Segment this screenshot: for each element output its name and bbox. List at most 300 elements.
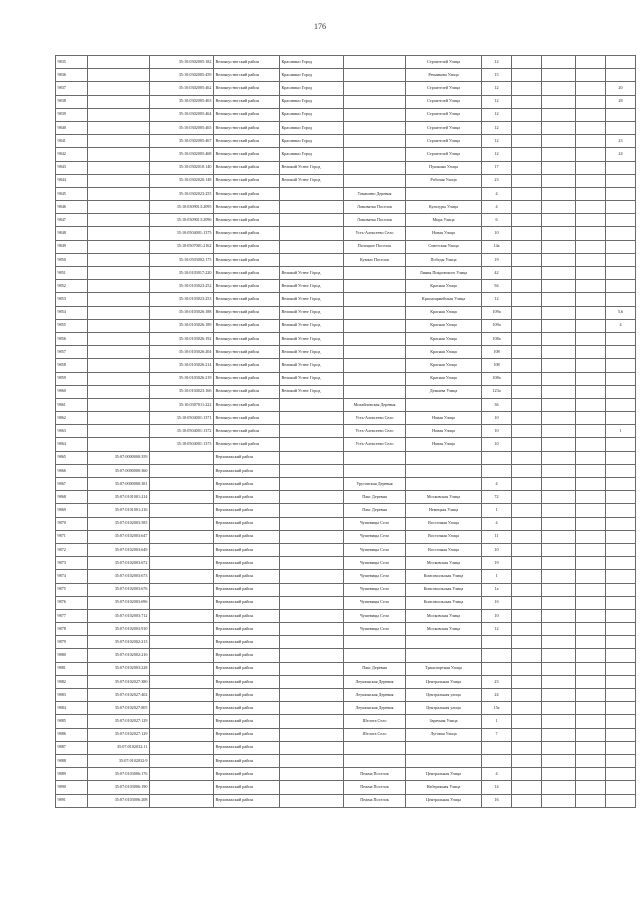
flat-cell [606,689,636,702]
house-cell: 10 [482,425,512,438]
row-number: 9851 [56,267,88,280]
flat-cell: 1 [606,425,636,438]
building-cell [542,385,576,398]
empty-cell [512,359,542,372]
settlement-cell: Чушевицы Село [344,557,406,570]
building-cell [542,609,576,622]
cadastral-number-b: 35:10:0302005:459 [150,69,214,82]
cadastral-number-a [88,187,150,200]
settlement-cell: Чушевицы Село [344,609,406,622]
settlement-cell [344,56,406,69]
district-cell: Верховажский район [214,596,280,609]
city-cell: Великий Устюг Город [280,372,344,385]
settlement-cell [344,346,406,359]
cadastral-number-b: 35:10:0302005:463 [150,95,214,108]
district-cell: Верховажский район [214,464,280,477]
district-cell: Верховажский район [214,570,280,583]
table-row [56,451,636,464]
building-cell [542,359,576,372]
city-cell [280,543,344,556]
building-cell [542,135,576,148]
district-cell: Верховажский район [214,662,280,675]
cadastral-number-a: 35:07:0102003:647 [88,530,150,543]
empty-cell [512,702,542,715]
empty-cell [512,161,542,174]
building-cell [542,425,576,438]
cadastral-number-a [88,240,150,253]
district-cell: Великоустюгский район [214,319,280,332]
house-cell: 36 [482,398,512,411]
cadastral-number-b [150,715,214,728]
empty-cell [512,293,542,306]
table-row [56,412,636,425]
table-row [56,596,636,609]
table-row [56,438,636,451]
table-row [56,319,636,332]
cadastral-number-a [88,227,150,240]
house-cell: 42 [482,267,512,280]
district-cell: Верховажский район [214,504,280,517]
flat-cell [606,412,636,425]
city-cell: Великий Устюг Город [280,161,344,174]
city-cell: Великий Устюг Город [280,332,344,345]
house-cell: 4 [482,478,512,491]
cadastral-number-a [88,201,150,214]
settlement-cell [344,69,406,82]
settlement-cell [344,319,406,332]
row-number: 9842 [56,148,88,161]
flat-cell [606,161,636,174]
city-cell: Великий Устюг Город [280,319,344,332]
city-cell [280,412,344,425]
table-row [56,478,636,491]
city-cell [280,425,344,438]
settlement-cell [344,754,406,767]
street-cell: Московская Улица [406,609,482,622]
district-cell: Верховажский район [214,675,280,688]
settlement-cell [344,148,406,161]
street-cell: Центральная улица [406,689,482,702]
empty-cell [576,583,606,596]
row-number: 9871 [56,530,88,543]
city-cell [280,253,344,266]
row-number: 9883 [56,689,88,702]
flat-cell [606,781,636,794]
building-cell [542,56,576,69]
cadastral-number-b [150,689,214,702]
flat-cell [606,280,636,293]
row-number: 9854 [56,306,88,319]
empty-cell [576,702,606,715]
settlement-cell: Чушевицы Село [344,543,406,556]
empty-cell [576,385,606,398]
row-number: 9885 [56,715,88,728]
city-cell [280,636,344,649]
settlement-cell [344,82,406,95]
building-cell [542,596,576,609]
city-cell [280,609,344,622]
building-cell [542,148,576,161]
settlement-cell [344,464,406,477]
district-cell: Великоустюгский район [214,332,280,345]
cadastral-number-a [88,69,150,82]
cadastral-number-a: 35:07:0102003:696 [88,596,150,609]
flat-cell [606,108,636,121]
empty-cell [576,346,606,359]
house-cell: 12 [482,135,512,148]
house-cell: 1 [482,715,512,728]
table-row [56,609,636,622]
street-cell: Строителей Улица [406,95,482,108]
empty-cell [512,372,542,385]
cadastral-number-a: 35:07:0102027:380 [88,675,150,688]
row-number: 9875 [56,583,88,596]
row-number: 9863 [56,425,88,438]
house-cell: 16 [482,794,512,807]
city-cell [280,583,344,596]
row-number: 9860 [56,385,88,398]
cadastral-number-b [150,675,214,688]
street-cell [406,741,482,754]
district-cell: Великоустюгский район [214,135,280,148]
empty-cell [512,781,542,794]
cadastral-number-a [88,148,150,161]
street-cell: Новая Улица [406,412,482,425]
street-cell: Новая Улица [406,227,482,240]
table-row [56,385,636,398]
row-number: 9836 [56,69,88,82]
cadastral-number-b [150,754,214,767]
city-cell: Красавино Город [280,148,344,161]
table-row [56,662,636,675]
city-cell [280,662,344,675]
row-number: 9862 [56,412,88,425]
row-number: 9882 [56,675,88,688]
house-cell [482,754,512,767]
row-number: 9845 [56,187,88,200]
settlement-cell: Урусовская Деревня [344,478,406,491]
row-number: 9888 [56,754,88,767]
settlement-cell: Чушевицы Село [344,570,406,583]
empty-cell [576,570,606,583]
building-cell [542,623,576,636]
district-cell: Верховажский район [214,478,280,491]
city-cell [280,201,344,214]
empty-cell [512,240,542,253]
house-cell: 10 [482,438,512,451]
empty-cell [512,794,542,807]
empty-cell [576,214,606,227]
table-row [56,148,636,161]
row-number: 9864 [56,438,88,451]
cadastral-number-a [88,319,150,332]
district-cell: Верховажский район [214,689,280,702]
cadastral-number-a [88,293,150,306]
row-number: 9852 [56,280,88,293]
building-cell [542,161,576,174]
flat-cell [606,768,636,781]
empty-cell [512,412,542,425]
flat-cell [606,662,636,675]
district-cell: Верховажский район [214,491,280,504]
house-cell [482,662,512,675]
flat-cell [606,728,636,741]
flat-cell [606,491,636,504]
flat-cell [606,293,636,306]
city-cell: Красавино Город [280,135,344,148]
table-row [56,82,636,95]
street-cell: Красная Улица [406,306,482,319]
street-cell: Культуры Улица [406,201,482,214]
flat-cell [606,398,636,411]
table-row [56,781,636,794]
flat-cell [606,56,636,69]
flat-cell [606,201,636,214]
settlement-cell [344,95,406,108]
house-cell: 12 [482,121,512,134]
cadastral-number-b: 35:10:0503002:175 [150,253,214,266]
settlement-cell [344,121,406,134]
settlement-cell: Томашево Деревня [344,187,406,200]
city-cell [280,649,344,662]
district-cell: Великоустюгский район [214,438,280,451]
cadastral-number-b: 35:10:0309013:2095 [150,201,214,214]
street-cell [406,754,482,767]
row-number: 9855 [56,319,88,332]
house-cell: 6 [482,214,512,227]
table-row [56,504,636,517]
cadastral-number-a [88,280,150,293]
settlement-cell: Леушинская Деревня [344,689,406,702]
building-cell [542,768,576,781]
building-cell [542,741,576,754]
cadastral-number-a: 35:07:0103006:208 [88,794,150,807]
empty-cell [576,319,606,332]
city-cell [280,741,344,754]
cadastral-number-a: 35:07:0000000:381 [88,478,150,491]
cadastral-number-b: 35:10:0302005:462 [150,82,214,95]
cadastral-number-a [88,412,150,425]
settlement-cell: Усть-Алексеево Село [344,425,406,438]
city-cell: Красавино Город [280,56,344,69]
cadastral-number-b: 35:10:0104023:166 [150,385,214,398]
district-cell: Великоустюгский район [214,306,280,319]
cadastral-number-b [150,557,214,570]
cadastral-number-b [150,491,214,504]
empty-cell [576,253,606,266]
empty-cell [512,82,542,95]
city-cell: Красавино Город [280,121,344,134]
empty-cell [576,649,606,662]
street-cell: Набережная Улица [406,781,482,794]
flat-cell [606,214,636,227]
house-cell: 24 [482,689,512,702]
empty-cell [512,187,542,200]
table-row [56,557,636,570]
house-cell: 72 [482,491,512,504]
house-cell: 1 [482,504,512,517]
empty-cell [576,794,606,807]
table-row [56,267,636,280]
house-cell: 7 [482,728,512,741]
table-row [56,675,636,688]
district-cell: Верховажский район [214,754,280,767]
house-cell: 12 [482,293,512,306]
street-cell: Строителей Улица [406,82,482,95]
house-cell: 10 [482,543,512,556]
settlement-cell: Усть-Алексеево Село [344,227,406,240]
settlement-cell [344,649,406,662]
house-cell: 12 [482,108,512,121]
cadastral-number-a [88,438,150,451]
empty-cell [512,398,542,411]
building-cell [542,306,576,319]
street-cell: Восточная Улица [406,517,482,530]
settlement-cell: Чушевицы Село [344,517,406,530]
city-cell [280,557,344,570]
district-cell: Великоустюгский район [214,174,280,187]
flat-cell [606,754,636,767]
building-cell [542,332,576,345]
page-number: 176 [314,22,326,31]
district-cell: Верховажский район [214,794,280,807]
building-cell [542,280,576,293]
house-cell: 123а [482,385,512,398]
building-cell [542,728,576,741]
cadastral-number-b [150,478,214,491]
empty-cell [576,464,606,477]
cadastral-number-a [88,174,150,187]
table-row [56,517,636,530]
building-cell [542,557,576,570]
cadastral-number-b: 35:10:0103026:188 [150,306,214,319]
street-cell: Комсомольская Улица [406,570,482,583]
cadastral-number-b: 35:10:0103026:219 [150,372,214,385]
row-number: 9847 [56,214,88,227]
house-cell: 12 [482,82,512,95]
cadastral-number-b [150,794,214,807]
building-cell [542,293,576,306]
cadastral-number-a [88,82,150,95]
empty-cell [512,438,542,451]
house-cell: 12 [482,148,512,161]
empty-cell [576,596,606,609]
cadastral-number-b: 35:10:0309013:2096 [150,214,214,227]
house-cell: 17 [482,161,512,174]
house-cell: 10 [482,412,512,425]
cadastral-number-a: 35:07:0102027:402 [88,689,150,702]
building-cell [542,82,576,95]
house-cell: 94 [482,280,512,293]
building-cell [542,662,576,675]
cadastral-number-a: 35:07:0102032:9 [88,754,150,767]
settlement-cell: Ломоватка Поселок [344,214,406,227]
district-cell: Верховажский район [214,649,280,662]
empty-cell [512,478,542,491]
street-cell: Дежнева Улица [406,385,482,398]
street-cell: Красная Улица [406,359,482,372]
empty-cell [512,530,542,543]
city-cell [280,675,344,688]
house-cell: 12 [482,95,512,108]
district-cell: Верховажский район [214,768,280,781]
registry-table-body [56,56,636,808]
building-cell [542,346,576,359]
cadastral-number-a [88,359,150,372]
table-row [56,214,636,227]
district-cell: Верховажский район [214,623,280,636]
row-number: 9861 [56,398,88,411]
street-cell: Речникова Улица [406,69,482,82]
cadastral-number-a: 35:07:0102003:649 [88,543,150,556]
cadastral-number-b [150,596,214,609]
table-row [56,464,636,477]
empty-cell [512,583,542,596]
street-cell [406,398,482,411]
row-number: 9867 [56,478,88,491]
empty-cell [576,754,606,767]
empty-cell [512,689,542,702]
house-cell: 1 [482,570,512,583]
building-cell [542,372,576,385]
cadastral-number-a [88,56,150,69]
cadastral-number-a [88,385,150,398]
table-row [56,398,636,411]
city-cell: Красавино Город [280,95,344,108]
row-number: 9886 [56,728,88,741]
house-cell: 19 [482,253,512,266]
table-row [56,227,636,240]
table-row [56,372,636,385]
district-cell: Великоустюгский район [214,187,280,200]
city-cell [280,754,344,767]
row-number: 9878 [56,623,88,636]
street-cell: Луговая Улица [406,728,482,741]
street-cell: Комсомольская Улица [406,583,482,596]
district-cell: Верховажский район [214,636,280,649]
cadastral-number-a: 35:07:0000000:359 [88,451,150,464]
city-cell: Красавино Город [280,82,344,95]
district-cell: Великоустюгский район [214,82,280,95]
empty-cell [576,451,606,464]
building-cell [542,398,576,411]
cadastral-number-a [88,306,150,319]
flat-cell [606,702,636,715]
cadastral-number-b: 35:10:0507001:2162 [150,240,214,253]
row-number: 9839 [56,108,88,121]
city-cell [280,596,344,609]
flat-cell: 20 [606,82,636,95]
empty-cell [512,56,542,69]
city-cell [280,530,344,543]
cadastral-number-b [150,662,214,675]
cadastral-number-b [150,570,214,583]
cadastral-number-b [150,504,214,517]
cadastral-number-a: 35:07:0103006:190 [88,781,150,794]
empty-cell [576,689,606,702]
district-cell: Великоустюгский район [214,293,280,306]
district-cell: Великоустюгский район [214,412,280,425]
table-row [56,794,636,807]
empty-cell [576,398,606,411]
street-cell: Комсомольская Улица [406,596,482,609]
cadastral-number-b: 35:10:0302005:465 [150,121,214,134]
flat-cell [606,623,636,636]
empty-cell [512,319,542,332]
house-cell: 12 [482,56,512,69]
row-number: 9865 [56,451,88,464]
flat-cell [606,464,636,477]
